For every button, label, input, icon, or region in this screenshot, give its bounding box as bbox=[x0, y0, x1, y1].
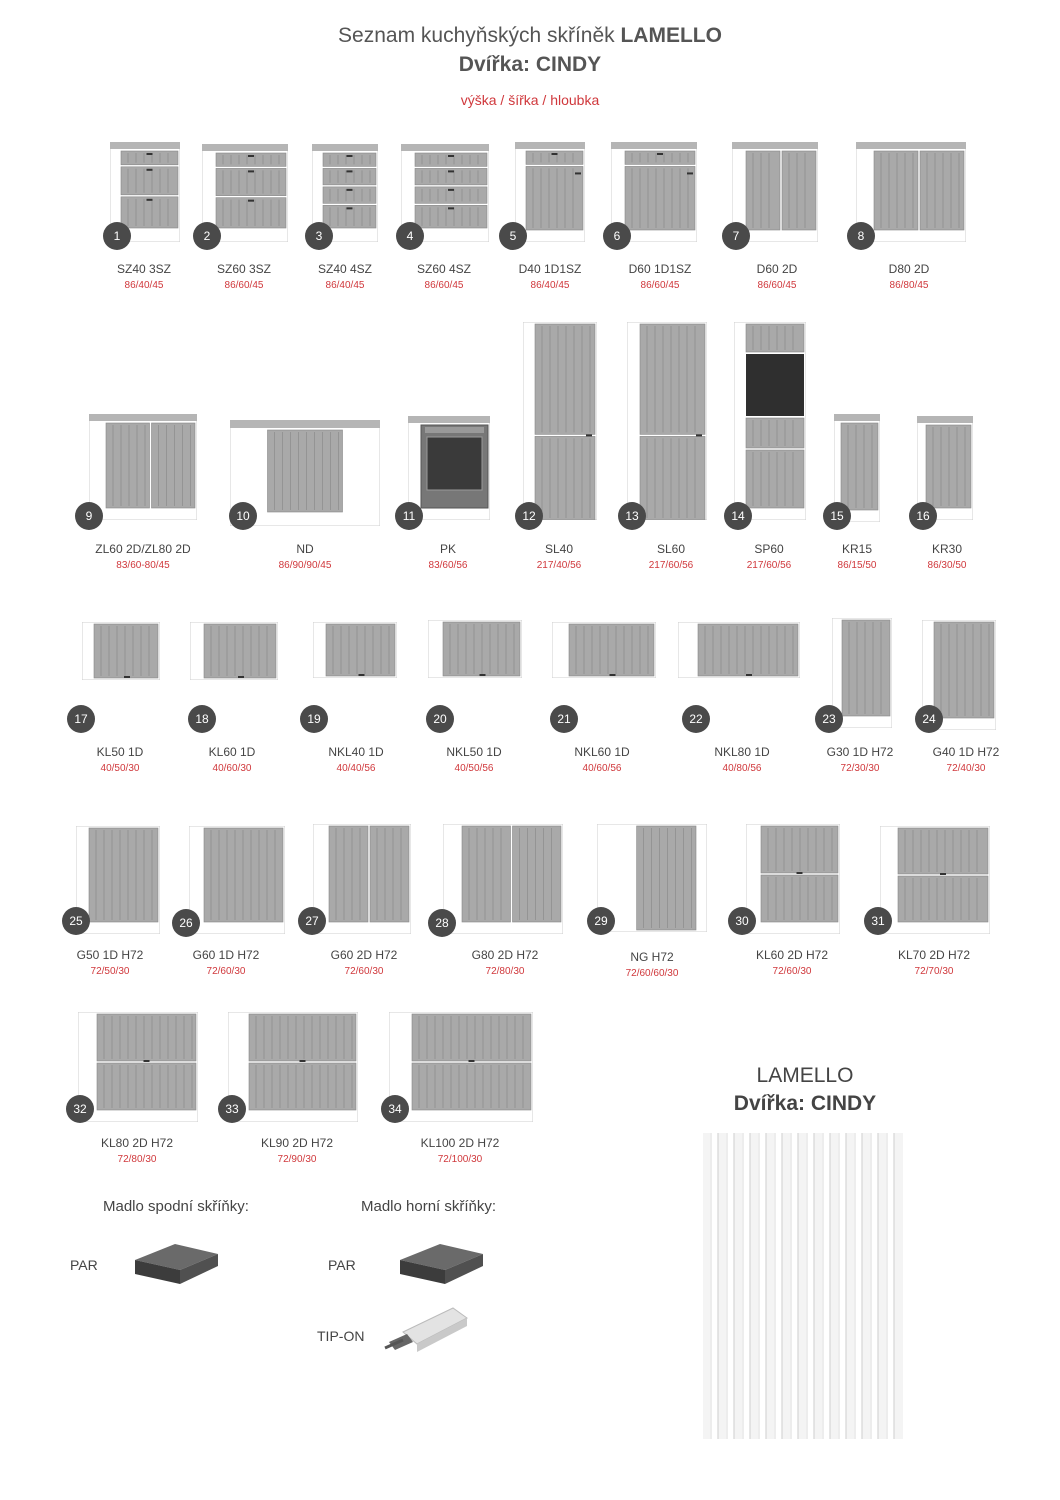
item-dimensions: 40/50/56 bbox=[454, 763, 494, 774]
cabinet-image bbox=[313, 622, 397, 678]
cabinet-image bbox=[678, 622, 800, 678]
item-dimensions: 72/30/30 bbox=[840, 763, 880, 774]
title-brand: LAMELLO bbox=[620, 24, 722, 47]
item-number-badge: 4 bbox=[396, 222, 424, 250]
item-name: G60 2D H72 bbox=[330, 948, 398, 962]
cabinet-image bbox=[189, 826, 285, 934]
cabinet-image bbox=[734, 322, 806, 520]
item-dimensions: 217/60/56 bbox=[648, 560, 694, 571]
item-number-badge: 33 bbox=[218, 1095, 246, 1123]
cabinet-image bbox=[627, 322, 707, 520]
item-dimensions: 72/80/30 bbox=[117, 1154, 157, 1165]
item-name: SP60 bbox=[754, 542, 784, 556]
item-dimensions: 72/60/30 bbox=[344, 966, 384, 977]
item-number-badge: 2 bbox=[193, 222, 221, 250]
item-name: SL60 bbox=[656, 542, 686, 556]
item-dimensions: 72/70/30 bbox=[914, 966, 954, 977]
item-number-badge: 8 bbox=[847, 222, 875, 250]
item-dimensions: 72/60/30 bbox=[772, 966, 812, 977]
item-number-badge: 5 bbox=[499, 222, 527, 250]
item-name: ND bbox=[296, 542, 314, 556]
item-dimensions: 72/50/30 bbox=[90, 966, 130, 977]
item-name: SZ40 3SZ bbox=[116, 262, 172, 276]
item-number-badge: 14 bbox=[724, 502, 752, 530]
item-name: G80 2D H72 bbox=[471, 948, 539, 962]
item-dimensions: 86/90/90/45 bbox=[278, 560, 332, 571]
item-name: D60 1D1SZ bbox=[628, 262, 692, 276]
item-number-badge: 16 bbox=[909, 502, 937, 530]
item-dimensions: 40/60/56 bbox=[582, 763, 622, 774]
item-number-badge: 22 bbox=[682, 705, 710, 733]
item-name: SL40 bbox=[544, 542, 574, 556]
cabinet-image bbox=[78, 1012, 198, 1122]
swatch-brand: LAMELLO bbox=[756, 1064, 854, 1087]
item-number-badge: 17 bbox=[67, 705, 95, 733]
item-name: D60 2D bbox=[756, 262, 798, 276]
cabinet-image bbox=[89, 414, 197, 520]
cabinet-image bbox=[228, 1012, 358, 1122]
item-name: D40 1D1SZ bbox=[518, 262, 582, 276]
item-number-badge: 20 bbox=[426, 705, 454, 733]
item-name: NKL50 1D bbox=[446, 745, 502, 759]
cabinet-image bbox=[552, 622, 656, 678]
item-number-badge: 21 bbox=[550, 705, 578, 733]
item-dimensions: 72/90/30 bbox=[277, 1154, 317, 1165]
item-number-badge: 24 bbox=[915, 705, 943, 733]
item-dimensions: 40/80/56 bbox=[722, 763, 762, 774]
page-subtitle: Dvířka: CINDY bbox=[458, 53, 602, 76]
item-name: KL60 1D bbox=[208, 745, 256, 759]
item-name: NKL60 1D bbox=[574, 745, 630, 759]
cabinet-image bbox=[190, 622, 278, 680]
dimensions-legend: výška / šířka / hloubka bbox=[460, 92, 600, 108]
item-dimensions: 86/30/50 bbox=[927, 560, 967, 571]
item-name: KR15 bbox=[841, 542, 873, 556]
item-name: SZ60 4SZ bbox=[416, 262, 472, 276]
item-number-badge: 10 bbox=[229, 502, 257, 530]
item-number-badge: 15 bbox=[823, 502, 851, 530]
item-number-badge: 23 bbox=[815, 705, 843, 733]
item-number-badge: 19 bbox=[300, 705, 328, 733]
item-number-badge: 11 bbox=[395, 502, 423, 530]
item-name: KL80 2D H72 bbox=[100, 1136, 174, 1150]
item-dimensions: 40/50/30 bbox=[100, 763, 140, 774]
cabinet-image bbox=[313, 824, 411, 934]
item-name: G50 1D H72 bbox=[76, 948, 144, 962]
upper-handle-image bbox=[395, 1240, 485, 1290]
item-dimensions: 86/80/45 bbox=[889, 280, 929, 291]
item-dimensions: 40/60/30 bbox=[212, 763, 252, 774]
item-dimensions: 72/40/30 bbox=[946, 763, 986, 774]
item-name: SZ60 3SZ bbox=[216, 262, 272, 276]
item-dimensions: 72/60/60/30 bbox=[625, 968, 679, 979]
item-number-badge: 27 bbox=[298, 907, 326, 935]
item-dimensions: 72/60/30 bbox=[206, 966, 246, 977]
item-dimensions: 86/40/45 bbox=[124, 280, 164, 291]
item-dimensions: 72/80/30 bbox=[485, 966, 525, 977]
item-number-badge: 9 bbox=[75, 502, 103, 530]
tipon-image bbox=[383, 1302, 473, 1362]
lower-handle-image bbox=[130, 1240, 220, 1290]
page-title bbox=[0, 24, 1060, 48]
lower-handle-title: Madlo spodní skříňky: bbox=[103, 1198, 249, 1215]
title-prefix: Seznam kuchyňských skříněk bbox=[338, 24, 621, 47]
item-number-badge: 31 bbox=[864, 907, 892, 935]
item-number-badge: 6 bbox=[603, 222, 631, 250]
item-name: KL100 2D H72 bbox=[420, 1136, 500, 1150]
cabinet-image bbox=[515, 142, 585, 242]
item-number-badge: 7 bbox=[722, 222, 750, 250]
item-dimensions: 40/40/56 bbox=[336, 763, 376, 774]
item-dimensions: 86/15/50 bbox=[837, 560, 877, 571]
upper-handle-title: Madlo horní skříňky: bbox=[361, 1198, 497, 1215]
item-name: KL60 2D H72 bbox=[755, 948, 829, 962]
lower-handle-par-label: PAR bbox=[70, 1257, 98, 1273]
item-number-badge: 29 bbox=[587, 907, 615, 935]
item-name: NG H72 bbox=[630, 950, 674, 964]
item-name: KL90 2D H72 bbox=[260, 1136, 334, 1150]
item-dimensions: 86/40/45 bbox=[530, 280, 570, 291]
item-number-badge: 12 bbox=[515, 502, 543, 530]
item-number-badge: 30 bbox=[728, 907, 756, 935]
item-dimensions: 72/100/30 bbox=[437, 1154, 483, 1165]
item-number-badge: 1 bbox=[103, 222, 131, 250]
item-number-badge: 34 bbox=[381, 1095, 409, 1123]
cabinet-image bbox=[856, 142, 966, 242]
item-number-badge: 25 bbox=[62, 907, 90, 935]
item-name: G30 1D H72 bbox=[826, 745, 894, 759]
item-name: G40 1D H72 bbox=[932, 745, 1000, 759]
item-name: NKL40 1D bbox=[328, 745, 384, 759]
swatch-door-name: Dvířka: CINDY bbox=[733, 1092, 877, 1115]
item-number-badge: 3 bbox=[305, 222, 333, 250]
item-name: KR30 bbox=[931, 542, 963, 556]
item-number-badge: 26 bbox=[172, 909, 200, 937]
item-name: PK bbox=[439, 542, 456, 556]
cabinet-image bbox=[746, 824, 840, 934]
item-number-badge: 18 bbox=[188, 705, 216, 733]
cabinet-image bbox=[389, 1012, 533, 1122]
upper-handle-par-label: PAR bbox=[328, 1257, 356, 1273]
cabinet-image bbox=[880, 826, 990, 934]
item-name: ZL60 2D/ZL80 2D bbox=[95, 542, 191, 556]
item-dimensions: 86/60/45 bbox=[424, 280, 464, 291]
item-dimensions: 86/60/45 bbox=[757, 280, 797, 291]
item-dimensions: 83/60/56 bbox=[428, 560, 468, 571]
item-name: KL50 1D bbox=[96, 745, 144, 759]
item-name: KL70 2D H72 bbox=[897, 948, 971, 962]
item-dimensions: 217/40/56 bbox=[536, 560, 582, 571]
item-dimensions: 86/60/45 bbox=[640, 280, 680, 291]
item-dimensions: 86/40/45 bbox=[325, 280, 365, 291]
item-dimensions: 83/60-80/45 bbox=[116, 560, 170, 571]
cabinet-image bbox=[523, 322, 597, 520]
cabinet-image bbox=[408, 416, 490, 520]
cabinet-image bbox=[428, 620, 522, 678]
item-name: SZ40 4SZ bbox=[317, 262, 373, 276]
item-name: G60 1D H72 bbox=[192, 948, 260, 962]
item-name: NKL80 1D bbox=[714, 745, 770, 759]
cabinet-image bbox=[443, 824, 563, 934]
item-dimensions: 86/60/45 bbox=[224, 280, 264, 291]
item-dimensions: 217/60/56 bbox=[746, 560, 792, 571]
item-number-badge: 28 bbox=[428, 909, 456, 937]
item-name: D80 2D bbox=[888, 262, 930, 276]
door-swatch-image bbox=[703, 1133, 903, 1439]
tipon-label: TIP-ON bbox=[317, 1328, 365, 1344]
item-number-badge: 13 bbox=[618, 502, 646, 530]
item-number-badge: 32 bbox=[66, 1095, 94, 1123]
cabinet-image bbox=[82, 622, 160, 680]
